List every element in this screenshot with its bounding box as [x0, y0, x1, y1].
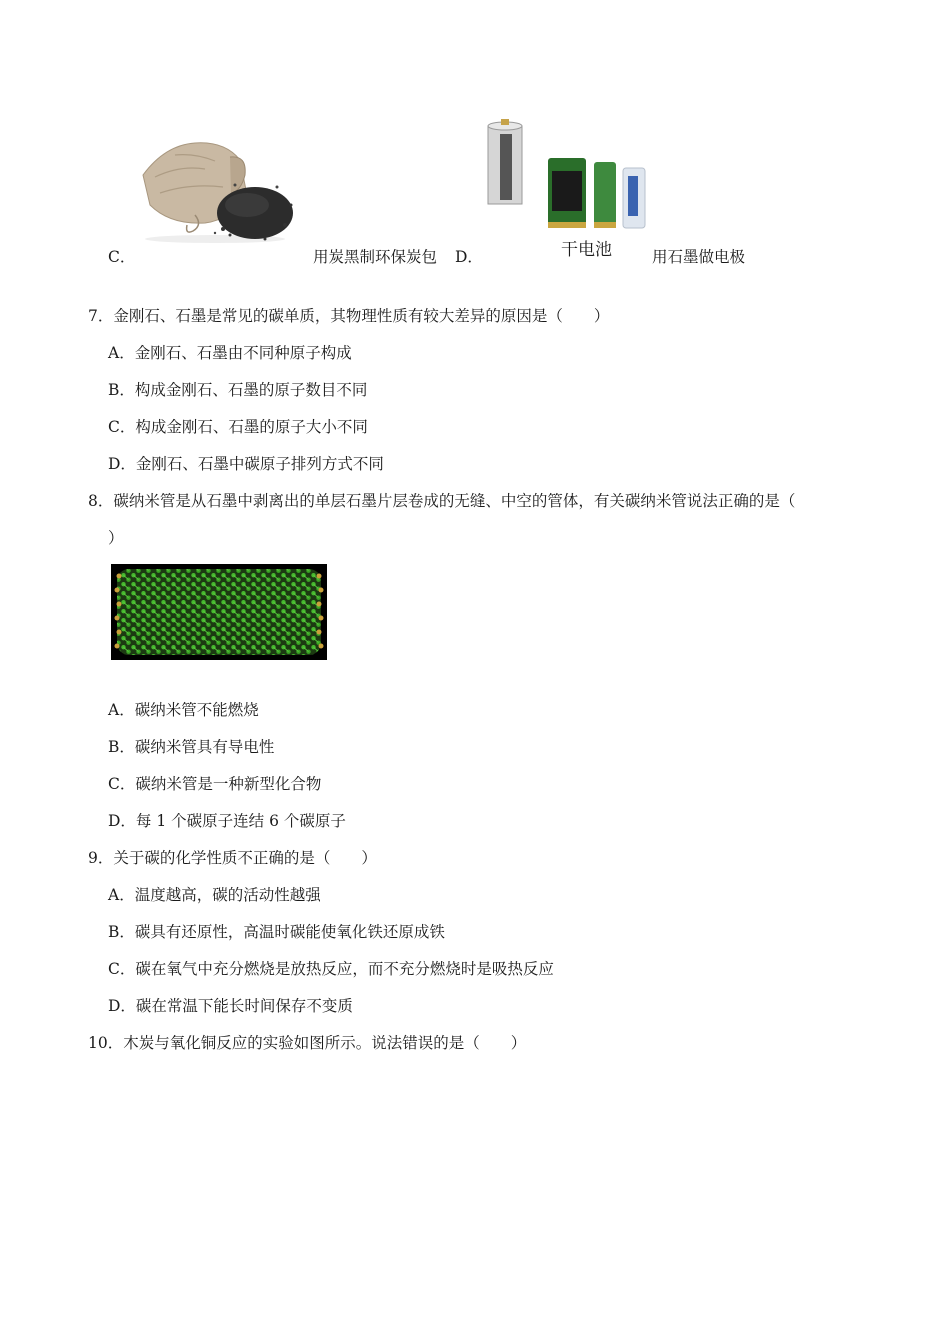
q7-option-a: A．金刚石、石墨由不同种原子构成: [108, 344, 352, 362]
option-d-letter: D．: [455, 248, 483, 266]
q8-option-c: C．碳纳米管是一种新型化合物: [108, 775, 322, 793]
q9-option-b: B．碳具有还原性，高温时碳能使氧化铁还原成铁: [108, 923, 445, 941]
q7-stem: 7．金刚石、石墨是常见的碳单质，其物理性质有较大差异的原因是（ ）: [88, 307, 610, 325]
q8-stem-line1: 8．碳纳米管是从石墨中剥离出的单层石墨片层卷成的无缝、中空的管体，有关碳纳米管说法正确的是（: [88, 492, 796, 510]
q7-option-d: D．金刚石、石墨中碳原子排列方式不同: [108, 455, 384, 473]
carbon-nanotube-image: [111, 564, 327, 660]
q7-option-c: C．构成金刚石、石墨的原子大小不同: [108, 418, 368, 436]
charcoal-bag-image: [135, 135, 295, 245]
q8-option-d: D．每 1 个碳原子连结 6 个碳原子: [108, 812, 346, 830]
q8-option-b: B．碳纳米管具有导电性: [108, 738, 275, 756]
battery-caption: 干电池: [561, 240, 612, 260]
q9-stem: 9．关于碳的化学性质不正确的是（ ）: [88, 849, 377, 867]
q8-option-a: A．碳纳米管不能燃烧: [108, 701, 259, 719]
q9-option-d: D．碳在常温下能长时间保存不变质: [108, 997, 353, 1015]
option-d-text: 用石墨做电极: [652, 248, 746, 266]
batteries-image: [482, 116, 652, 236]
q9-option-a: A．温度越高，碳的活动性越强: [108, 886, 321, 904]
option-c-letter: C．: [108, 248, 136, 266]
q9-option-c: C．碳在氧气中充分燃烧是放热反应，而不充分燃烧时是吸热反应: [108, 960, 554, 978]
option-c-text: 用炭黑制环保炭包: [313, 248, 438, 266]
q8-stem-line2: ）: [108, 529, 124, 547]
q10-stem: 10．木炭与氧化铜反应的实验如图所示。说法错误的是（ ）: [88, 1034, 527, 1052]
q7-option-b: B．构成金刚石、石墨的原子数目不同: [108, 381, 368, 399]
